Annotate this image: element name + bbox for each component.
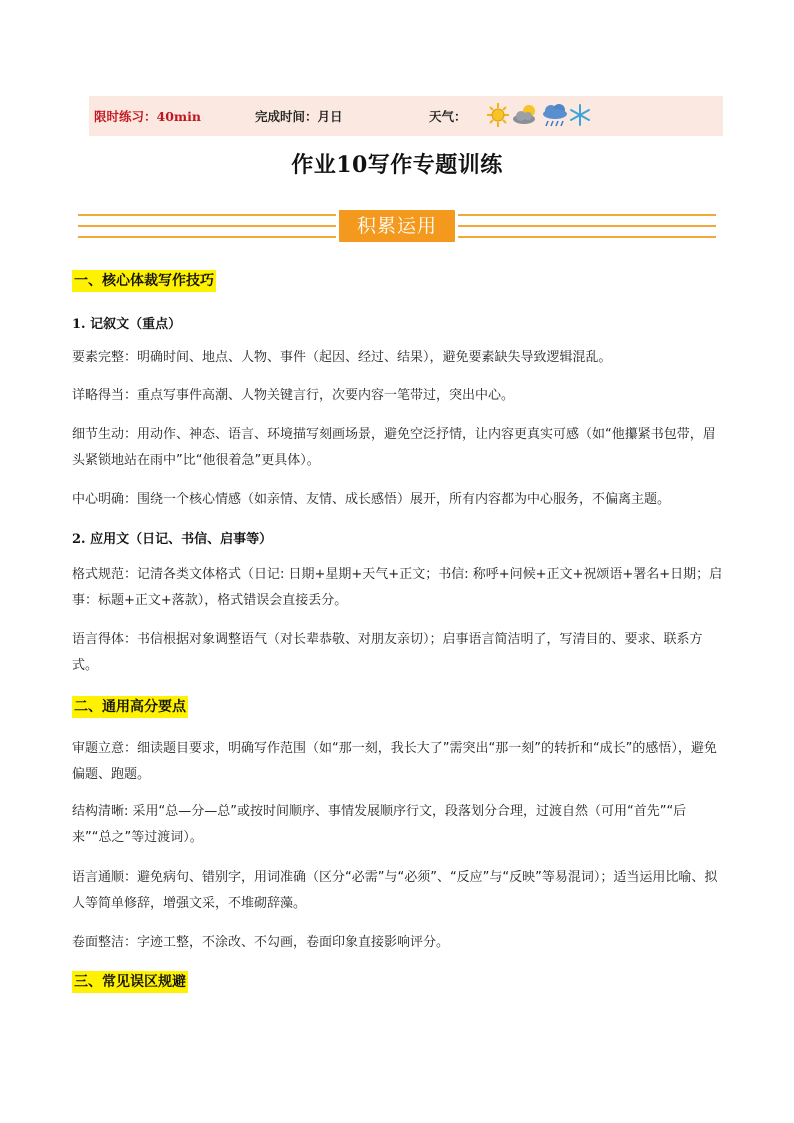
paragraph-detail-balance: 详略得当：重点写事件高潮、人物关键言行，次要内容一笔带过，突出中心。 <box>72 388 515 403</box>
sun-icon <box>485 100 511 130</box>
header-bar <box>89 96 723 136</box>
banner-rule-right-top <box>458 214 716 216</box>
paragraph-structure: 结构清晰: 采用“总—分—总”或按时间顺序、事情发展顺序行文，段落划分合理，过渡自然（可用“首先”“后来”“总之”等过渡词）。 <box>72 804 687 845</box>
paragraph-format: 格式规范：记清各类文体格式（日记: 日期+星期+天气+正文；书信: 称呼+问候+正文+祝颂语+署名+日期；启事：标题+正文+落款），格式错误会直接丢分。 <box>72 567 723 608</box>
time-limit: 限时练习：40min <box>94 109 201 124</box>
paragraph-fluency: 语言通顺：避免病句、错别字，用词准确（区分“必需”与“必须”、“反应”与“反映”等易混词）；适当运用比喻、拟人等简单修辞，增强文采，不堆砌辞藻。 <box>72 870 718 911</box>
banner-rule-right-bottom <box>458 236 716 238</box>
page-title: 作业10写作专题训练 <box>291 152 503 178</box>
banner-rule-left-mid <box>78 225 336 227</box>
paragraph-neatness: 卷面整洁：字迹工整，不涂改、不勾画，卷面印象直接影响评分。 <box>72 935 450 950</box>
completion-time: 完成时间：月日 <box>255 109 343 124</box>
paragraph-language: 语言得体：书信根据对象调整语气（对长辈恭敬、对朋友亲切）；启事语言简洁明了，写清目的、要求、联系方式。 <box>72 632 703 673</box>
subheading-practical: 2. 应用文（日记、书信、启事等） <box>72 532 273 547</box>
snowflake-icon <box>569 100 591 130</box>
section-heading-1: 一、核心体裁写作技巧 <box>72 270 216 292</box>
paragraph-elements: 要素完整：明确时间、地点、人物、事件（起因、经过、结果），避免要素缺失导致逻辑混乱。 <box>72 350 612 365</box>
subheading-narrative: 1. 记叙文（重点） <box>72 317 182 332</box>
paragraph-clear-center: 中心明确：围绕一个核心情感（如亲情、友情、成长感悟）展开，所有内容都为中心服务，不偏离主题。 <box>72 492 671 507</box>
banner-rule-right-mid <box>458 225 716 227</box>
paragraph-topic: 审题立意：细读题目要求，明确写作范围（如“那一刻，我长大了”需突出“那一刻”的转折和“成长”的感悟），避免偏题、跑题。 <box>72 741 717 782</box>
weather-icons <box>485 98 591 132</box>
banner-rule-left-top <box>78 214 336 216</box>
paragraph-vivid-details: 细节生动：用动作、神态、语言、环境描写刻画场景，避免空泛抒情，让内容更真实可感（如“他攥紧书包带，眉头紧锁地站在雨中”比“他很着急”更具体）。 <box>72 427 716 468</box>
banner-rule-left-bottom <box>78 236 336 238</box>
section-heading-3: 三、常见误区规避 <box>72 971 188 993</box>
rain-cloud-icon <box>541 100 569 130</box>
section-heading-2: 二、通用高分要点 <box>72 696 188 718</box>
sun-cloud-icon <box>511 100 541 130</box>
section-banner: 积累运用 <box>339 210 455 242</box>
weather-label: 天气： <box>429 109 467 124</box>
